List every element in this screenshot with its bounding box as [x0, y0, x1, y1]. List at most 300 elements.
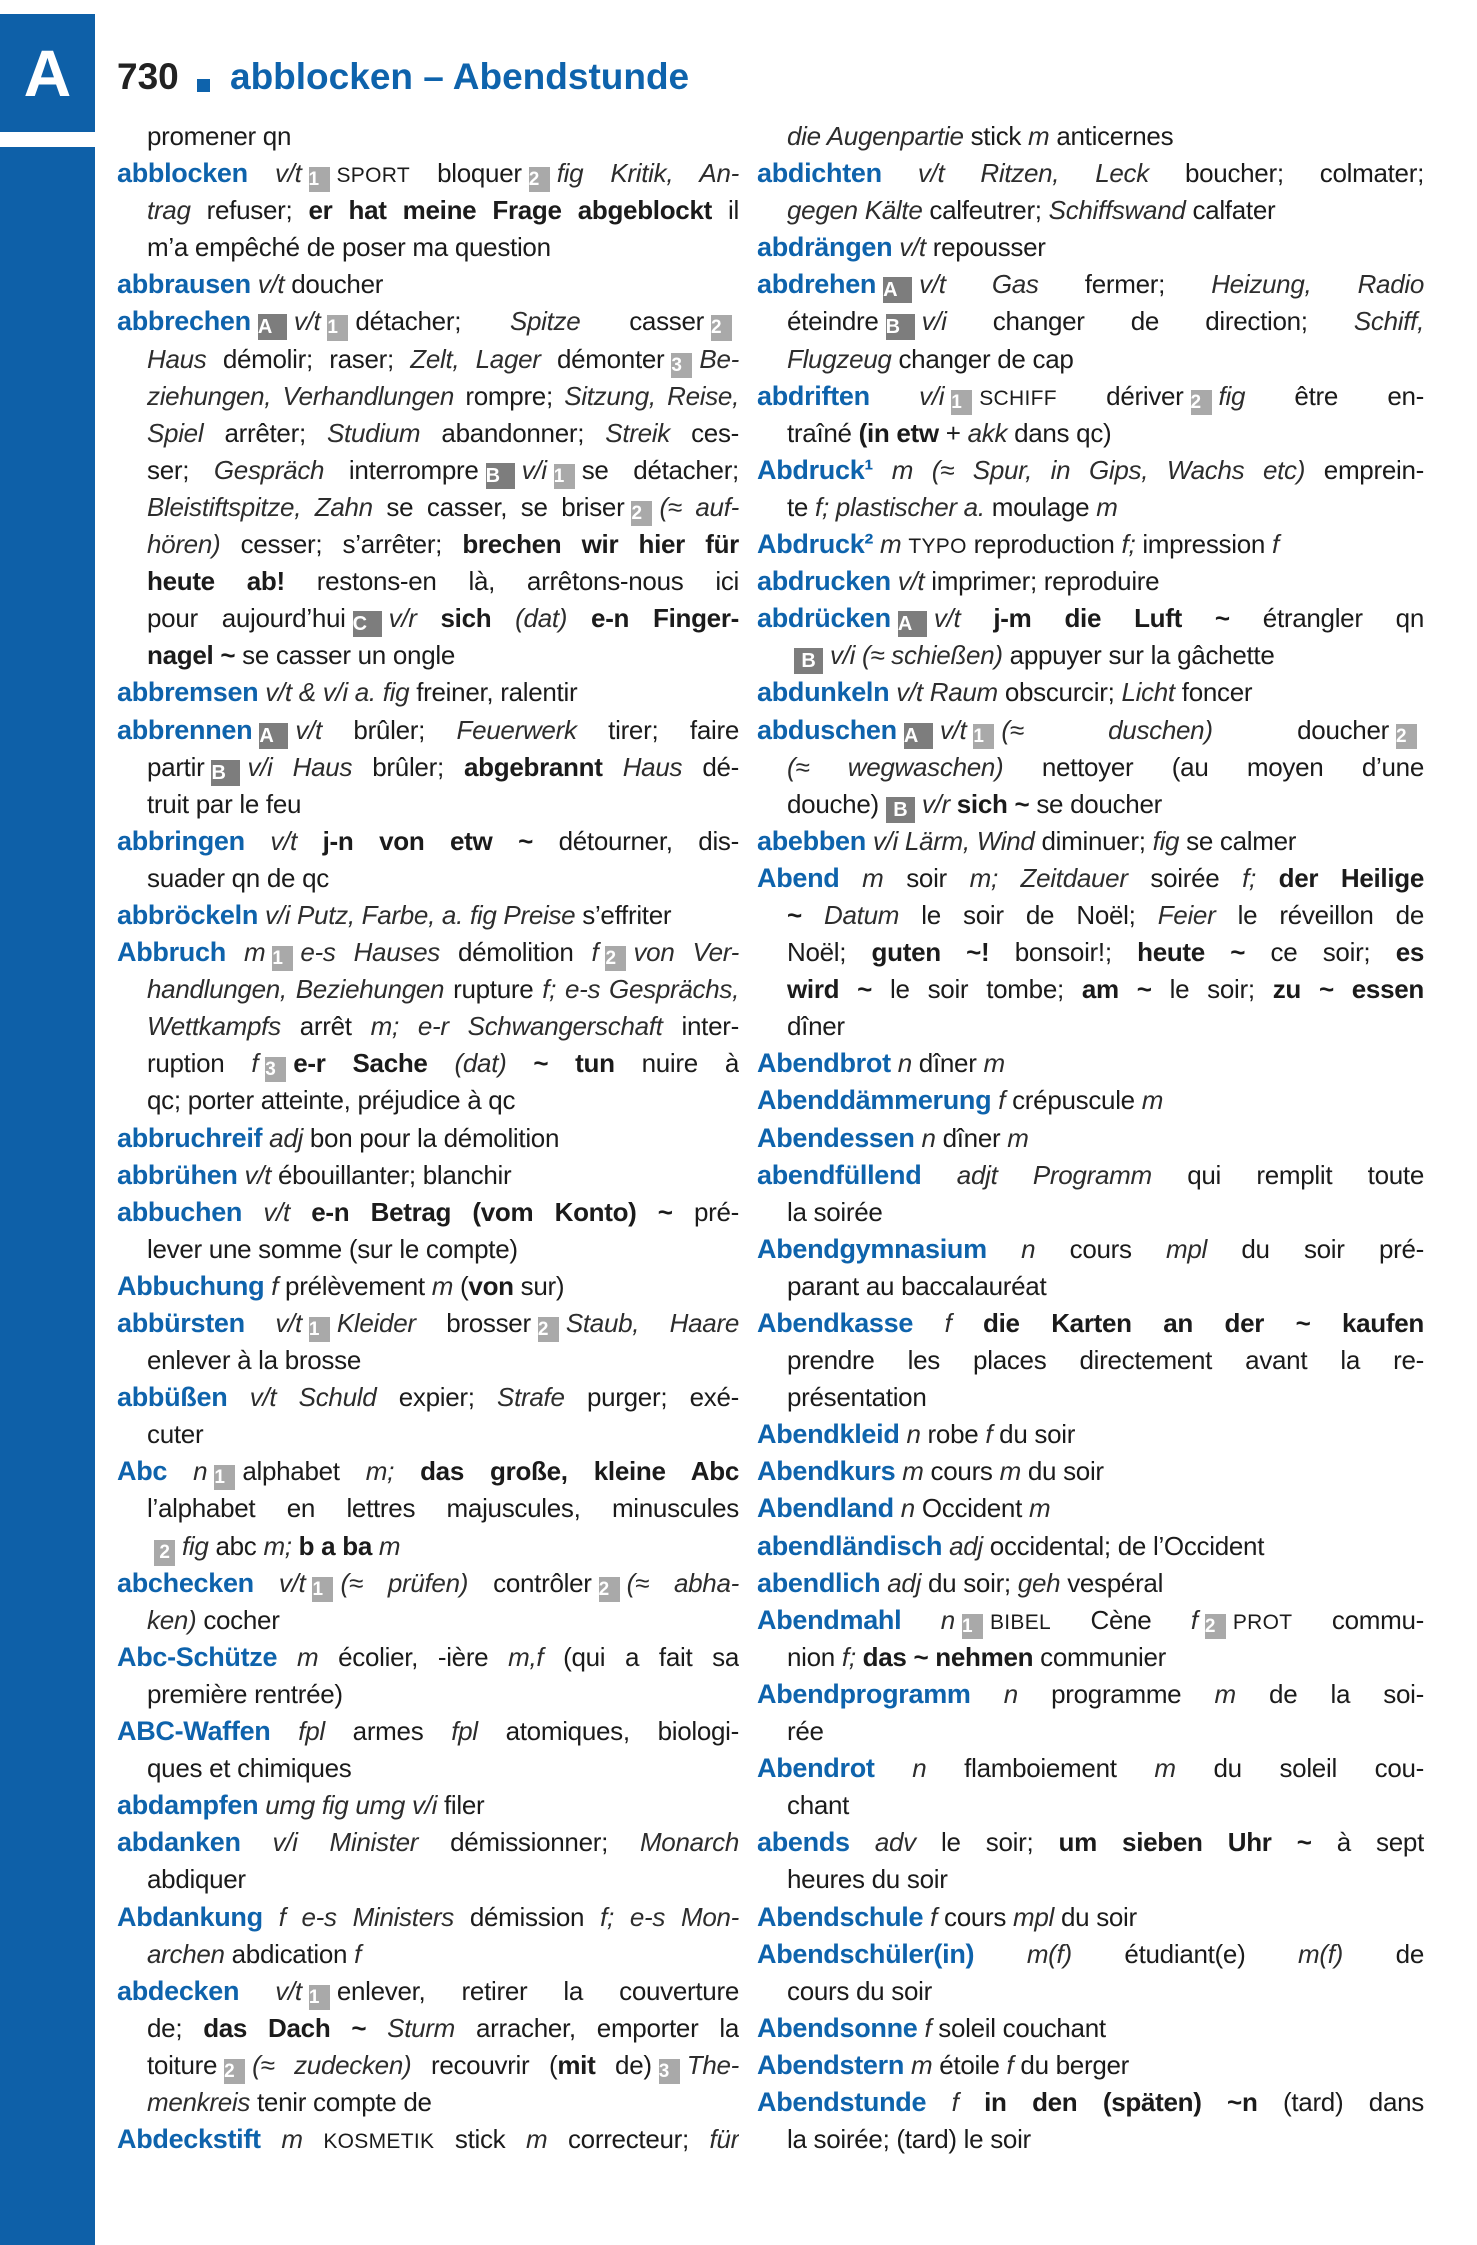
translation-text: démission [453, 1901, 601, 1932]
sense-number-badge: 2 [631, 501, 652, 526]
headword: abbüßen [117, 1382, 228, 1413]
grammar-or-context-tag: v/r [921, 788, 950, 819]
grammar-or-context-tag: Schiffswand [1048, 195, 1186, 226]
translation-text: changer de cap [891, 343, 1074, 374]
translation-text: inter- [662, 1011, 739, 1042]
sub-entry-letter-badge: C [353, 611, 382, 637]
translation-text: anticernes [1049, 121, 1174, 151]
translation-text: (tard) dans [1257, 2086, 1424, 2117]
headword: Abendkurs [757, 1456, 896, 1487]
grammar-or-context-tag: mpl [1013, 1901, 1055, 1932]
sense-number-badge: 1 [309, 167, 330, 192]
headword: abebben [757, 825, 866, 856]
translation-text: foncer [1174, 677, 1253, 708]
grammar-or-context-tag: (≈ duschen) [1001, 714, 1213, 745]
grammar-or-context-tag: n [167, 1456, 208, 1487]
translation-text: expier; [376, 1382, 498, 1413]
entry-line [117, 674, 739, 711]
grammar-or-context-tag: v/i Lärm, Wind [865, 825, 1035, 856]
page-header [117, 56, 1417, 108]
entry-line [117, 452, 739, 489]
translation-text: abdication [224, 1938, 355, 1969]
sense-number-badge: 2 [538, 1317, 559, 1342]
grammar-or-context-tag: fig Kritik, An- [556, 158, 739, 189]
translation-text: la soirée [787, 1196, 883, 1227]
grammar-or-context-tag: m [1028, 121, 1050, 151]
entry-line [117, 1713, 739, 1750]
entry-line [117, 1528, 739, 1565]
entry-line [757, 303, 1424, 340]
headword: abendfüllend [757, 1159, 922, 1190]
sense-number-badge: 2 [154, 1540, 175, 1566]
grammar-or-context-tag: f [354, 1938, 362, 1969]
grammar-or-context-tag: m [1214, 1678, 1236, 1709]
translation-text: du soir [992, 1419, 1076, 1450]
grammar-or-context-tag: f [917, 2012, 932, 2043]
grammar-or-context-tag: fig [182, 1530, 209, 1561]
grammar-or-context-tag: v/t [250, 269, 285, 300]
grammar-or-context-tag: f [251, 1048, 259, 1079]
sub-entry-letter-badge: A [258, 314, 287, 340]
grammar-or-context-tag: v/t Ritzen, Leck [881, 158, 1149, 189]
sense-number-badge: 2 [529, 167, 550, 192]
bold-phrase: er hat meine Frage abgeblockt [308, 195, 712, 226]
translation-text: nion [787, 1641, 842, 1672]
entry-line [117, 563, 739, 600]
grammar-or-context-tag: akk [967, 417, 1008, 448]
translation-text: occidental; de l’Occident [982, 1530, 1265, 1561]
grammar-or-context-tag: m [1028, 1493, 1051, 1524]
sense-number-badge: 2 [605, 946, 626, 971]
grammar-or-context-tag: v/i (≈ schießen) [830, 640, 1003, 671]
translation-text: du soleil cou- [1175, 1753, 1424, 1784]
translation-text: dans qc) [1007, 417, 1112, 448]
entry-line [117, 526, 739, 563]
entry-line [757, 1565, 1424, 1602]
headword: abdrängen [757, 232, 893, 263]
translation-text: Cène [1051, 1604, 1191, 1635]
translation-text: cours [923, 1456, 1000, 1487]
sense-number-badge: 1 [973, 724, 994, 749]
entry-line [757, 266, 1424, 303]
entry-line [757, 823, 1424, 860]
bold-phrase: nagel ~ [147, 640, 236, 671]
entry-line [117, 600, 739, 637]
entry-line [757, 1528, 1424, 1565]
grammar-or-context-tag: m [372, 1530, 401, 1561]
grammar-or-context-tag: gegen Kälte [787, 195, 923, 226]
entry-line [117, 1120, 739, 1157]
entry-line [117, 1639, 739, 1676]
entry-line [117, 860, 739, 897]
grammar-or-context-tag: Monarch [639, 1827, 739, 1858]
entry-line [117, 2084, 739, 2121]
translation-text: dé- [682, 751, 739, 782]
grammar-or-context-tag: Studium [327, 417, 421, 448]
sense-number-badge: 2 [1396, 724, 1417, 749]
bold-phrase: j-n von etw ~ [296, 825, 533, 856]
translation-text: du berger [1013, 2049, 1130, 2080]
entry-line [117, 2047, 739, 2084]
headword: Abendstern [757, 2049, 905, 2080]
grammar-or-context-tag: fig [1152, 825, 1180, 856]
translation-text: dîner [787, 1011, 845, 1042]
translation-text: atomiques, biologi- [477, 1716, 739, 1747]
translation-text: enlever à la brosse [147, 1345, 361, 1376]
grammar-or-context-tag: v/t [244, 1308, 302, 1338]
translation-text: de; [147, 2012, 204, 2043]
entry-line [117, 1565, 739, 1602]
grammar-or-context-tag: (≈ zudecken) [252, 2049, 412, 2080]
letter-tab[interactable] [0, 14, 95, 132]
grammar-or-context-tag: v/t [242, 1196, 290, 1227]
translation-text: dîner [911, 1048, 984, 1079]
translation-text: ébouillanter; blanchir [271, 1159, 512, 1190]
grammar-or-context-tag: (≈ auf- [659, 491, 739, 522]
translation-text: alphabet [242, 1456, 366, 1487]
grammar-or-context-tag: (dat) [491, 603, 568, 634]
translation-text: ( [453, 1270, 469, 1301]
grammar-or-context-tag: adj [942, 1530, 983, 1561]
translation-text: l’alphabet en lettres majuscules, minuscules [147, 1493, 739, 1524]
domain-label: BIBEL [989, 1610, 1051, 1634]
bold-phrase: e-n Finger- [567, 603, 739, 634]
entry-line [757, 1639, 1424, 1676]
grammar-or-context-tag: m,f [508, 1641, 544, 1672]
translation-text: abc [208, 1530, 264, 1561]
grammar-or-context-tag: m [431, 1270, 454, 1301]
grammar-or-context-tag: hören) [147, 529, 221, 560]
grammar-or-context-tag: f [1006, 2049, 1014, 2080]
grammar-or-context-tag: Feier [1157, 899, 1216, 930]
grammar-or-context-tag: m [260, 2124, 303, 2155]
letter-tab-label: A [23, 36, 72, 110]
translation-text: stick [963, 121, 1029, 151]
grammar-or-context-tag: adjt Programm [921, 1159, 1152, 1190]
translation-text: qc; porter atteinte, préjudice à qc [147, 1085, 516, 1116]
translation-text: arrêter; [203, 417, 327, 448]
grammar-or-context-tag: m [1096, 491, 1118, 522]
translation-text: brûler; [321, 714, 457, 745]
entry-line [757, 1750, 1424, 1787]
grammar-or-context-tag: m [1154, 1753, 1176, 1784]
headword: abbringen [117, 825, 245, 856]
translation-text: le soir tombe; [872, 974, 1082, 1005]
translation-text: brosser [415, 1308, 531, 1338]
bold-phrase: von [468, 1270, 514, 1301]
translation-text: changer de direction; [946, 306, 1354, 337]
headword: Abendprogramm [757, 1678, 971, 1709]
headword: Abendland [757, 1493, 894, 1524]
grammar-or-context-tag: m; e-r Schwangerschaft [370, 1011, 663, 1042]
grammar-or-context-tag: n [970, 1678, 1018, 1709]
entry-line [757, 1973, 1424, 2010]
translation-text: se doucher [1029, 788, 1162, 819]
translation-text: se détacher; [581, 454, 739, 485]
entry-line [117, 1045, 739, 1082]
translation-text: pour aujourd’hui [147, 603, 346, 634]
grammar-or-context-tag: mpl [1166, 1233, 1208, 1264]
grammar-or-context-tag: die Augenpartie [787, 121, 964, 151]
entry-line [117, 1750, 739, 1787]
translation-text: écolier, -ière [318, 1641, 509, 1672]
entry-line [117, 1899, 739, 1936]
bold-phrase: das Dach ~ [203, 2012, 367, 2043]
headword: abdrehen [757, 269, 877, 300]
entry-line [117, 1008, 739, 1045]
domain-label: KOSMETIK [323, 2130, 435, 2154]
running-head-title: abblocken – Abendstunde [230, 56, 690, 97]
bold-phrase: guten ~! [871, 937, 990, 968]
translation-text: le réveillon de [1215, 899, 1424, 930]
sub-entry-letter-badge: B [486, 463, 515, 489]
translation-text: s’effriter [575, 899, 672, 930]
entry-line [117, 1824, 739, 1861]
translation-text: casser [580, 306, 704, 337]
grammar-or-context-tag: Spitze [509, 306, 581, 337]
grammar-or-context-tag: Haus [147, 343, 207, 374]
headword: Abc-Schütze [117, 1641, 278, 1672]
grammar-or-context-tag: Sitzung, Reise, [564, 380, 739, 411]
headword: abbürsten [117, 1308, 245, 1338]
entry-line [757, 860, 1424, 897]
translation-text: Occident [914, 1493, 1029, 1524]
sub-entry-letter-badge: A [259, 723, 288, 749]
translation-text: première rentrée) [147, 1678, 343, 1709]
headword: abdampfen [117, 1790, 259, 1821]
grammar-or-context-tag: fpl [451, 1716, 478, 1747]
grammar-or-context-tag: v/t [892, 232, 926, 263]
entry-line [117, 1194, 739, 1231]
entry-line [117, 1082, 739, 1119]
grammar-or-context-tag: f; e-s Mon- [600, 1901, 739, 1932]
translation-text: prélèvement [278, 1270, 432, 1301]
headword: Abendsonne [757, 2012, 918, 2043]
entry-line [757, 415, 1424, 452]
translation-text: être en- [1245, 380, 1424, 411]
grammar-or-context-tag: v/t [239, 1975, 302, 2006]
translation-text: crépuscule [1005, 1085, 1142, 1116]
grammar-or-context-tag: v/t [293, 306, 321, 337]
translation-text: sur) [513, 1270, 565, 1301]
grammar-or-context-tag: f [264, 1270, 279, 1301]
grammar-or-context-tag: f e-s Ministers [262, 1901, 454, 1932]
grammar-or-context-tag: m [895, 1456, 924, 1487]
headword: abendländisch [757, 1530, 943, 1561]
grammar-or-context-tag: Schiff, [1353, 306, 1424, 337]
grammar-or-context-tag: m [225, 937, 266, 968]
bold-phrase: in den (späten) ~n [958, 2086, 1258, 2117]
translation-text: tirer; faire [576, 714, 739, 745]
grammar-or-context-tag: für [709, 2124, 739, 2155]
headword: Abdeckstift [117, 2124, 261, 2155]
grammar-or-context-tag: m [983, 1048, 1005, 1079]
entry-line [117, 1936, 739, 1973]
grammar-or-context-tag: Zelt, Lager [410, 343, 541, 374]
translation-text: rée [787, 1716, 824, 1747]
headword: abdunkeln [757, 677, 890, 708]
entry-line [757, 2010, 1424, 2047]
grammar-or-context-tag: Licht [1121, 677, 1175, 708]
sub-entry-letter-badge: B [886, 797, 915, 823]
entry-line [757, 1120, 1424, 1157]
entry-line [117, 1231, 739, 1268]
translation-text: cuter [147, 1419, 204, 1450]
translation-text: bon pour la démolition [302, 1122, 560, 1153]
grammar-or-context-tag: v/t [247, 158, 302, 189]
translation-text: éteindre [787, 306, 879, 337]
bold-phrase: abgebrannt [464, 751, 603, 782]
entry-line [757, 1936, 1424, 1973]
headword: Abendgymnasium [757, 1233, 987, 1264]
grammar-or-context-tag: von Ver- [633, 937, 739, 968]
translation-text: + [938, 417, 968, 448]
grammar-or-context-tag: m [526, 2124, 548, 2155]
translation-text: moulage [984, 491, 1097, 522]
translation-text: restons-en là, arrêtons-nous ici [284, 566, 739, 597]
grammar-or-context-tag: v/i [521, 454, 547, 485]
bold-phrase: sich [416, 603, 492, 634]
bold-phrase: das große, kleine Abc [394, 1456, 739, 1487]
sense-number-badge: 1 [214, 1465, 235, 1490]
entry-line [117, 1416, 739, 1453]
entry-line [117, 1602, 739, 1639]
domain-label: PROT [1232, 1610, 1293, 1634]
entry-line [117, 155, 739, 192]
grammar-or-context-tag: v/t [933, 603, 961, 634]
grammar-or-context-tag: f [923, 1901, 938, 1932]
entry-line [117, 712, 739, 749]
translation-text: soir [883, 862, 970, 893]
headword: Abendkasse [757, 1308, 914, 1338]
grammar-or-context-tag: adj [880, 1567, 922, 1598]
translation-text: brûler; [352, 751, 464, 782]
entry-line [757, 1082, 1424, 1119]
grammar-or-context-tag: m [904, 2049, 933, 2080]
bold-phrase: (in etw [858, 417, 939, 448]
grammar-or-context-tag: Bleistiftspitze, Zahn [147, 491, 373, 522]
entry-line [117, 1342, 739, 1379]
translation-text: rompre; [454, 380, 565, 411]
grammar-or-context-tag: handlungen, Beziehungen [147, 974, 445, 1005]
headword: Abendkleid [757, 1419, 900, 1450]
domain-label: SPORT [336, 164, 410, 188]
translation-text: du soir pré- [1207, 1233, 1424, 1264]
grammar-or-context-tag: v/t [253, 1567, 306, 1598]
grammar-or-context-tag: geh [1017, 1567, 1061, 1598]
headword: Abdankung [117, 1901, 263, 1932]
entry-line [757, 1157, 1424, 1194]
translation-text: doucher [1212, 714, 1389, 745]
bold-phrase: mit [557, 2049, 596, 2080]
translation-text: communier [1033, 1641, 1167, 1672]
entry-line [757, 1861, 1424, 1898]
translation-text: refuser; [190, 195, 309, 226]
headword: Abendstunde [757, 2086, 927, 2117]
translation-text: démissionner; [418, 1827, 640, 1858]
translation-text: bloquer [409, 158, 522, 189]
translation-text: se casser, se briser [372, 491, 625, 522]
translation-text: cesser; s’arrêter; [220, 529, 463, 560]
translation-text: stick [434, 2124, 526, 2155]
bold-phrase: brechen wir hier für [462, 529, 739, 560]
grammar-or-context-tag: f; [841, 1641, 856, 1672]
header-bullet-icon [197, 79, 210, 92]
headword: abdanken [117, 1827, 241, 1858]
translation-text: cours [937, 1901, 1014, 1932]
grammar-or-context-tag: v/t [295, 714, 322, 745]
grammar-or-context-tag: m [839, 862, 884, 893]
sub-entry-letter-badge: B [794, 648, 823, 674]
entry-line [117, 749, 739, 786]
grammar-or-context-tag: m [277, 1641, 319, 1672]
grammar-or-context-tag: Feuerwerk [456, 714, 577, 745]
headword: Abendrot [757, 1753, 875, 1784]
entry-line [757, 526, 1424, 563]
bold-phrase: wird ~ [787, 974, 873, 1005]
translation-text: prendre les places directement avant la re- [787, 1345, 1424, 1376]
entry-line [117, 341, 739, 378]
headword: abduschen [757, 714, 897, 745]
grammar-or-context-tag: f [926, 2086, 959, 2117]
headword: Abbuchung [117, 1270, 265, 1301]
grammar-or-context-tag: m [1007, 1122, 1029, 1153]
grammar-or-context-tag: (≈ prüfen) [340, 1567, 469, 1598]
sense-number-badge: 1 [951, 390, 972, 415]
headword: Abdruck¹ [757, 454, 874, 485]
grammar-or-context-tag: m [999, 1456, 1021, 1487]
translation-text: boucher; colmater; [1148, 158, 1424, 189]
translation-text: te [787, 491, 816, 522]
translation-text: se calmer [1179, 825, 1297, 856]
translation-text: ques et chimiques [147, 1753, 352, 1784]
grammar-or-context-tag: trag [147, 195, 191, 226]
entry-line [117, 1861, 739, 1898]
entry-line [757, 897, 1424, 934]
entry-line [757, 118, 1424, 155]
headword: Abbruch [117, 937, 226, 968]
translation-text: rupture [444, 974, 543, 1005]
headword: abbrennen [117, 714, 253, 745]
translation-text: imprimer; reproduire [924, 566, 1160, 597]
grammar-or-context-tag: m [1141, 1085, 1164, 1116]
entry-line [117, 1305, 739, 1342]
entry-line [757, 1416, 1424, 1453]
grammar-or-context-tag: Streik [605, 417, 670, 448]
translation-text: fermer; [1038, 269, 1212, 300]
sense-number-badge: 1 [962, 1614, 983, 1639]
thumb-index-bar [0, 147, 95, 2245]
domain-label: TYPO [908, 535, 967, 559]
grammar-or-context-tag: Staub, Haare [565, 1308, 739, 1338]
translation-text: nettoyer (au moyen d’une [1003, 751, 1424, 782]
entry-line [117, 934, 739, 971]
grammar-or-context-tag: f; [1121, 529, 1136, 560]
entry-line [117, 415, 739, 452]
translation-text: emprein- [1305, 454, 1424, 485]
entry-line [117, 786, 739, 823]
entry-line [757, 1008, 1424, 1045]
bold-phrase: ~ [787, 899, 802, 930]
grammar-or-context-tag: v/i Putz, Farbe, a. fig Preise [258, 899, 576, 930]
grammar-or-context-tag: v/t & v/i a. fig [258, 677, 410, 708]
translation-text: chant [787, 1790, 850, 1821]
entry-line [757, 1305, 1424, 1342]
page-number: 730 [117, 56, 179, 97]
translation-text: se casser un ongle [235, 640, 455, 671]
translation-text: la soirée; (tard) le soir [787, 2124, 1031, 2155]
translation-text: nuire à [614, 1048, 739, 1079]
